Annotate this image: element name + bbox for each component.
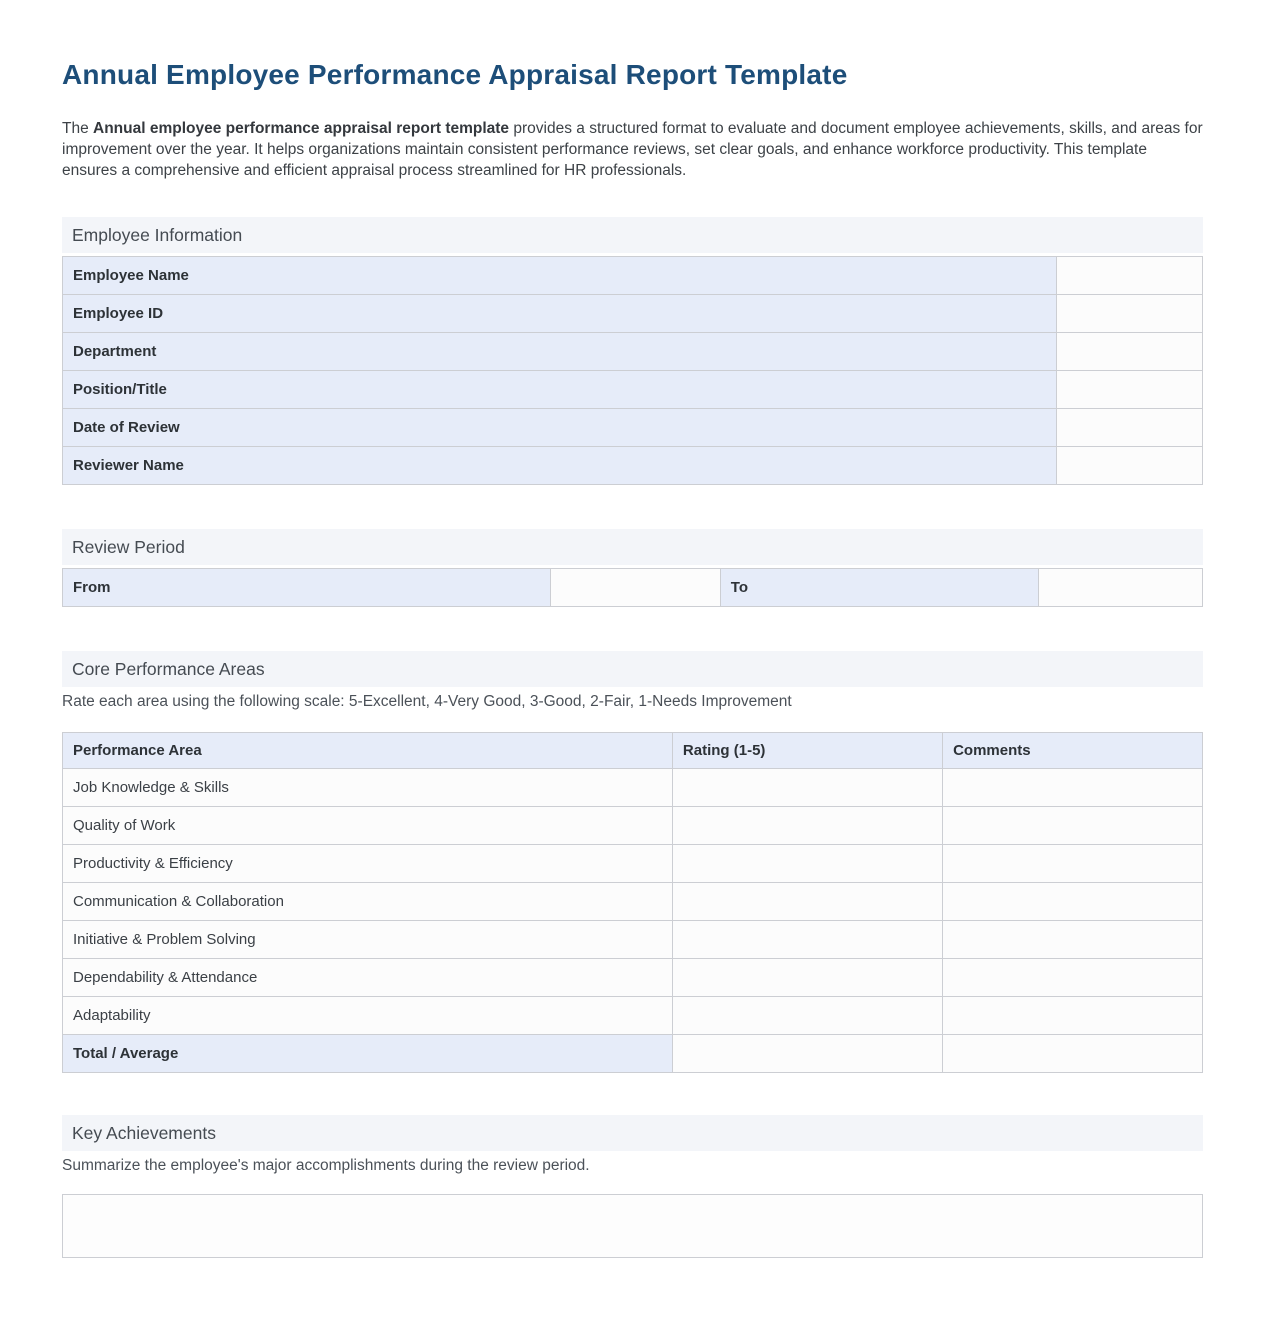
field-value-employee-id[interactable] <box>1057 295 1203 333</box>
table-row-total <box>63 1035 1203 1073</box>
column-header-rating: Rating (1-5) <box>672 733 942 769</box>
field-value-employee-name[interactable] <box>1057 257 1203 295</box>
field-label-reviewer-name: Reviewer Name <box>63 447 1057 485</box>
rating-cell-adaptability[interactable] <box>672 997 942 1035</box>
rating-cell-total-average[interactable] <box>672 1035 942 1073</box>
field-label-department: Department <box>63 333 1057 371</box>
area-label-job-knowledge: Job Knowledge & Skills <box>63 769 673 807</box>
column-header-comments: Comments <box>943 733 1203 769</box>
section-heading-core-performance-areas: Core Performance Areas <box>62 651 1203 687</box>
field-label-from: From <box>63 569 551 607</box>
section-heading-key-achievements: Key Achievements <box>62 1115 1203 1151</box>
table-row <box>63 569 1203 607</box>
comments-cell-job-knowledge[interactable] <box>943 769 1203 807</box>
field-value-reviewer-name[interactable] <box>1057 447 1203 485</box>
intro-bold-phrase: Annual employee performance appraisal report template <box>93 120 510 137</box>
area-label-quality-of-work: Quality of Work <box>63 807 673 845</box>
comments-cell-adaptability[interactable] <box>943 997 1203 1035</box>
key-achievements-instructions: Summarize the employee's major accomplishments during the review period. <box>62 1157 590 1174</box>
field-value-position-title[interactable] <box>1057 371 1203 409</box>
core-performance-table <box>62 732 1203 1073</box>
area-label-adaptability: Adaptability <box>63 997 673 1035</box>
area-label-dependability: Dependability & Attendance <box>63 959 673 997</box>
employee-information-table <box>62 256 1203 485</box>
comments-cell-communication[interactable] <box>943 883 1203 921</box>
table-row <box>63 959 1203 997</box>
table-row <box>63 257 1203 295</box>
field-label-employee-name: Employee Name <box>63 257 1057 295</box>
rating-cell-job-knowledge[interactable] <box>672 769 942 807</box>
comments-cell-initiative[interactable] <box>943 921 1203 959</box>
rating-scale-instructions: Rate each area using the following scale: 5-Excellent, 4-Very Good, 3-Good, 2-Fair, 1-Needs Improvement <box>62 693 792 710</box>
rating-cell-initiative[interactable] <box>672 921 942 959</box>
comments-cell-total-average[interactable] <box>943 1035 1203 1073</box>
field-value-department[interactable] <box>1057 333 1203 371</box>
field-label-date-of-review: Date of Review <box>63 409 1057 447</box>
area-label-initiative: Initiative & Problem Solving <box>63 921 673 959</box>
field-value-date-of-review[interactable] <box>1057 409 1203 447</box>
comments-cell-dependability[interactable] <box>943 959 1203 997</box>
review-period-table <box>62 568 1203 607</box>
comments-cell-productivity[interactable] <box>943 845 1203 883</box>
field-value-from[interactable] <box>550 569 720 607</box>
table-row <box>63 769 1203 807</box>
document-page <box>62 0 1203 1258</box>
area-label-total-average: Total / Average <box>63 1035 673 1073</box>
intro-rest: provides a structured format to evaluate and document employee achievements, skills, and areas for improvement over the year. It helps organizations maintain consistent performance reviews, set clear goals, and enhance workforce productivity. This template ensures a comprehensive and efficient appraisal process streamlined for HR professionals. <box>62 120 1203 179</box>
section-heading-review-period: Review Period <box>62 529 1203 565</box>
column-header-performance-area: Performance Area <box>63 733 673 769</box>
field-label-employee-id: Employee ID <box>63 295 1057 333</box>
comments-cell-quality-of-work[interactable] <box>943 807 1203 845</box>
rating-cell-communication[interactable] <box>672 883 942 921</box>
field-label-to: To <box>720 569 1038 607</box>
table-row <box>63 447 1203 485</box>
table-header-row <box>63 733 1203 769</box>
section-heading-employee-information: Employee Information <box>62 217 1203 253</box>
rating-cell-quality-of-work[interactable] <box>672 807 942 845</box>
table-row <box>63 921 1203 959</box>
intro-prefix: The <box>62 120 94 137</box>
table-row <box>63 371 1203 409</box>
table-row <box>63 807 1203 845</box>
field-value-to[interactable] <box>1038 569 1202 607</box>
intro-paragraph <box>62 118 1203 181</box>
key-achievements-textbox[interactable] <box>62 1194 1203 1258</box>
table-row <box>63 883 1203 921</box>
field-label-position-title: Position/Title <box>63 371 1057 409</box>
table-row <box>63 333 1203 371</box>
table-row <box>63 997 1203 1035</box>
table-row <box>63 295 1203 333</box>
table-row <box>63 409 1203 447</box>
area-label-communication: Communication & Collaboration <box>63 883 673 921</box>
rating-cell-dependability[interactable] <box>672 959 942 997</box>
area-label-productivity: Productivity & Efficiency <box>63 845 673 883</box>
page-title: Annual Employee Performance Appraisal Report Template <box>62 59 848 90</box>
table-row <box>63 845 1203 883</box>
rating-cell-productivity[interactable] <box>672 845 942 883</box>
